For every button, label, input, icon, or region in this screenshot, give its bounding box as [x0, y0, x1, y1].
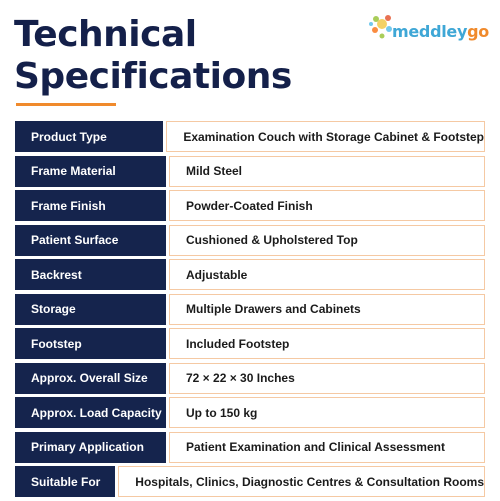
spec-value: Examination Couch with Storage Cabinet & Footstep: [166, 121, 485, 152]
title-line-2: Specifications: [14, 56, 292, 97]
spec-row: [15, 259, 485, 290]
spec-value: Patient Examination and Clinical Assessment: [169, 432, 485, 463]
spec-label: Approx. Overall Size: [15, 363, 166, 394]
spec-label: Product Type: [15, 121, 163, 152]
spec-row: [15, 328, 485, 359]
spec-value: 72 × 22 × 30 Inches: [169, 363, 485, 394]
spec-label: Patient Surface: [15, 225, 166, 256]
page-title: [14, 14, 292, 98]
title-line-1: Technical: [14, 14, 197, 55]
spec-label: Frame Finish: [15, 190, 166, 221]
spec-label: Storage: [15, 294, 166, 325]
spec-row: [15, 363, 485, 394]
spec-value: Up to 150 kg: [169, 397, 485, 428]
spec-label: Backrest: [15, 259, 166, 290]
spec-row: [15, 190, 485, 221]
spec-label: Frame Material: [15, 156, 166, 187]
spec-label: Primary Application: [15, 432, 166, 463]
spec-row: [15, 156, 485, 187]
spec-value: Powder-Coated Finish: [169, 190, 485, 221]
title-underline: [16, 103, 116, 106]
spec-row: [15, 397, 485, 428]
spec-value: Multiple Drawers and Cabinets: [169, 294, 485, 325]
spec-value: Cushioned & Upholstered Top: [169, 225, 485, 256]
spec-label: Approx. Load Capacity: [15, 397, 166, 428]
spec-row: [15, 294, 485, 325]
spec-label: Footstep: [15, 328, 166, 359]
spec-table: [15, 121, 485, 501]
brand-logo: meddleygo: [392, 22, 489, 41]
spec-value: Included Footstep: [169, 328, 485, 359]
spec-row: [15, 225, 485, 256]
spec-value: Adjustable: [169, 259, 485, 290]
spec-value: Mild Steel: [169, 156, 485, 187]
spec-row: [15, 121, 485, 152]
spec-row: [15, 432, 485, 463]
spec-label: Suitable For: [15, 466, 115, 497]
spec-row: [15, 466, 485, 497]
spec-value: Hospitals, Clinics, Diagnostic Centres & Consultation Rooms: [118, 466, 485, 497]
